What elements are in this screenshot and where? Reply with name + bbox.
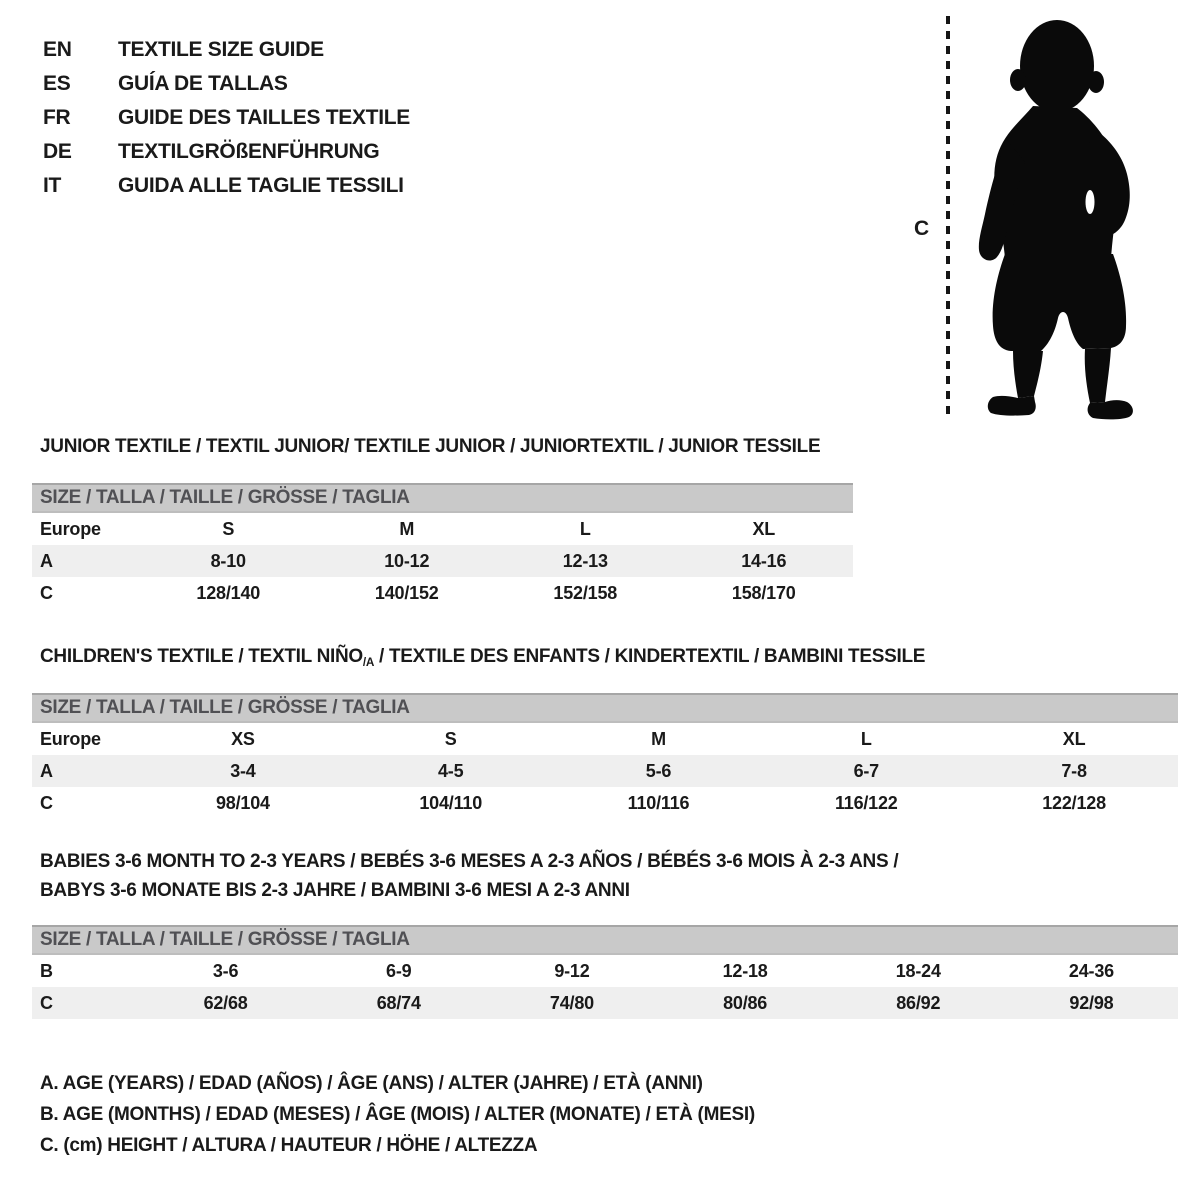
lang-code: DE (43, 140, 72, 163)
row-cell: M (651, 728, 666, 749)
lang-title: TEXTILE SIZE GUIDE (118, 38, 324, 61)
babies-size-table (32, 925, 1178, 1019)
lang-code: ES (43, 72, 71, 95)
row-cell: 6-7 (853, 760, 879, 781)
row-label: C (40, 792, 53, 813)
lang-title: GUÍA DE TALLAS (118, 72, 288, 95)
babies-title-line2: BABYS 3-6 MONATE BIS 2-3 JAHRE / BAMBINI 3-6 MESI A 2-3 ANNI (40, 880, 630, 901)
baby-leg-right (1085, 348, 1111, 403)
legend-line-c: C. (cm) HEIGHT / ALTURA / HAUTEUR / HÖHE / ALTEZZA (40, 1135, 538, 1156)
row-cell: 4-5 (437, 760, 464, 781)
children-section-title (40, 646, 925, 669)
lang-title: GUIDE DES TAILLES TEXTILE (118, 106, 410, 129)
row-label: C (40, 582, 53, 603)
row-label: Europe (40, 518, 101, 539)
table-row (32, 755, 1178, 787)
legend-line-a: A. AGE (YEARS) / EDAD (AÑOS) / ÂGE (ANS) / ALTER (JAHRE) / ETÀ (ANNI) (40, 1073, 703, 1094)
lang-code: IT (43, 174, 62, 197)
row-cell: 12-18 (722, 960, 768, 981)
row-cell: 9-12 (554, 960, 590, 981)
size-header-bar: SIZE / TALLA / TAILLE / GRÖSSE / TAGLIA (32, 693, 1178, 723)
row-label: A (40, 760, 53, 781)
height-dashed-line (946, 16, 950, 416)
row-cell: 98/104 (215, 792, 270, 813)
row-cell: L (579, 518, 591, 539)
row-cell: 104/110 (419, 792, 483, 813)
height-label-c: C (914, 217, 930, 240)
children-title-post: / TEXTILE DES ENFANTS / KINDERTEXTIL / BAMBINI TESSILE (374, 646, 926, 667)
row-cell: 5-6 (645, 760, 672, 781)
row-cell: L (860, 728, 872, 749)
baby-arm-gap (1086, 190, 1095, 214)
row-cell: 10-12 (384, 550, 430, 571)
row-cell: XS (231, 728, 255, 749)
row-cell: 158/170 (731, 582, 796, 603)
row-cell: 116/122 (834, 792, 898, 813)
row-cell: 14-16 (741, 550, 787, 571)
row-cell: 74/80 (549, 992, 594, 1013)
table-row (32, 723, 1178, 755)
row-cell: 68/74 (376, 992, 421, 1013)
children-title-pre: CHILDREN'S TEXTILE / TEXTIL NIÑO (40, 646, 363, 667)
legend-line-b: B. AGE (MONTHS) / EDAD (MESES) / ÂGE (MOIS) / ALTER (MONATE) / ETÀ (MESI) (40, 1104, 755, 1125)
baby-shorts (993, 254, 1126, 351)
row-cell: 110/116 (627, 792, 690, 813)
row-cell: 7-8 (1061, 760, 1087, 781)
lang-row-es (43, 67, 410, 101)
lang-row-fr (43, 101, 410, 135)
row-cell: XL (752, 518, 776, 539)
row-cell: 122/128 (1042, 792, 1106, 813)
row-cell: S (222, 518, 235, 539)
row-cell: 3-4 (230, 760, 256, 781)
row-cell: 140/152 (374, 582, 439, 603)
row-label: Europe (40, 728, 101, 749)
junior-size-table (32, 483, 853, 609)
table-row (32, 955, 1178, 987)
junior-section-title: JUNIOR TEXTILE / TEXTIL JUNIOR/ TEXTILE JUNIOR / JUNIORTEXTIL / JUNIOR TESSILE (40, 436, 821, 457)
baby-ear-right (1088, 71, 1104, 93)
row-cell: S (444, 728, 457, 749)
baby-foot-right (1088, 400, 1133, 419)
baby-leg-left (1013, 351, 1043, 398)
babies-section-title (40, 847, 898, 905)
table-row (32, 545, 853, 577)
row-label: A (40, 550, 53, 571)
table-row (32, 987, 1178, 1019)
lang-title: TEXTILGRÖßENFÜHRUNG (118, 140, 380, 163)
children-title-sub: /A (362, 656, 375, 669)
baby-silhouette-image (963, 10, 1153, 420)
size-header-bar: SIZE / TALLA / TAILLE / GRÖSSE / TAGLIA (32, 925, 1178, 955)
language-title-block (43, 33, 410, 203)
row-label: C (40, 992, 53, 1013)
row-cell: 3-6 (212, 960, 239, 981)
lang-row-it (43, 169, 410, 203)
lang-code: FR (43, 106, 71, 129)
row-label: B (40, 960, 53, 981)
baby-head (1020, 20, 1094, 112)
children-size-table (32, 693, 1178, 819)
row-cell: 24-36 (1068, 960, 1114, 981)
lang-code: EN (43, 38, 72, 61)
row-cell: 80/86 (723, 992, 768, 1013)
row-cell: 92/98 (1069, 992, 1114, 1013)
row-cell: 6-9 (386, 960, 412, 981)
legend-block (40, 1068, 755, 1161)
lang-row-en (43, 33, 410, 67)
baby-ear-left (1010, 69, 1026, 91)
baby-foot-left (988, 396, 1036, 416)
row-cell: 18-24 (895, 960, 941, 981)
row-cell: M (399, 518, 415, 539)
lang-title: GUIDA ALLE TAGLIE TESSILI (118, 174, 404, 197)
size-header-bar: SIZE / TALLA / TAILLE / GRÖSSE / TAGLIA (32, 483, 853, 513)
row-cell: 86/92 (896, 992, 941, 1013)
row-cell: 12-13 (562, 550, 608, 571)
babies-title-line1: BABIES 3-6 MONTH TO 2-3 YEARS / BEBÉS 3-6 MESES A 2-3 AÑOS / BÉBÉS 3-6 MOIS À 2-3 ANS / (40, 851, 899, 872)
table-row (32, 787, 1178, 819)
row-cell: 62/68 (203, 992, 248, 1013)
table-row (32, 577, 853, 609)
row-cell: XL (1062, 728, 1086, 749)
lang-row-de (43, 135, 410, 169)
row-cell: 8-10 (210, 550, 246, 571)
row-cell: 152/158 (553, 582, 618, 603)
row-cell: 128/140 (196, 582, 261, 603)
table-row (32, 513, 853, 545)
